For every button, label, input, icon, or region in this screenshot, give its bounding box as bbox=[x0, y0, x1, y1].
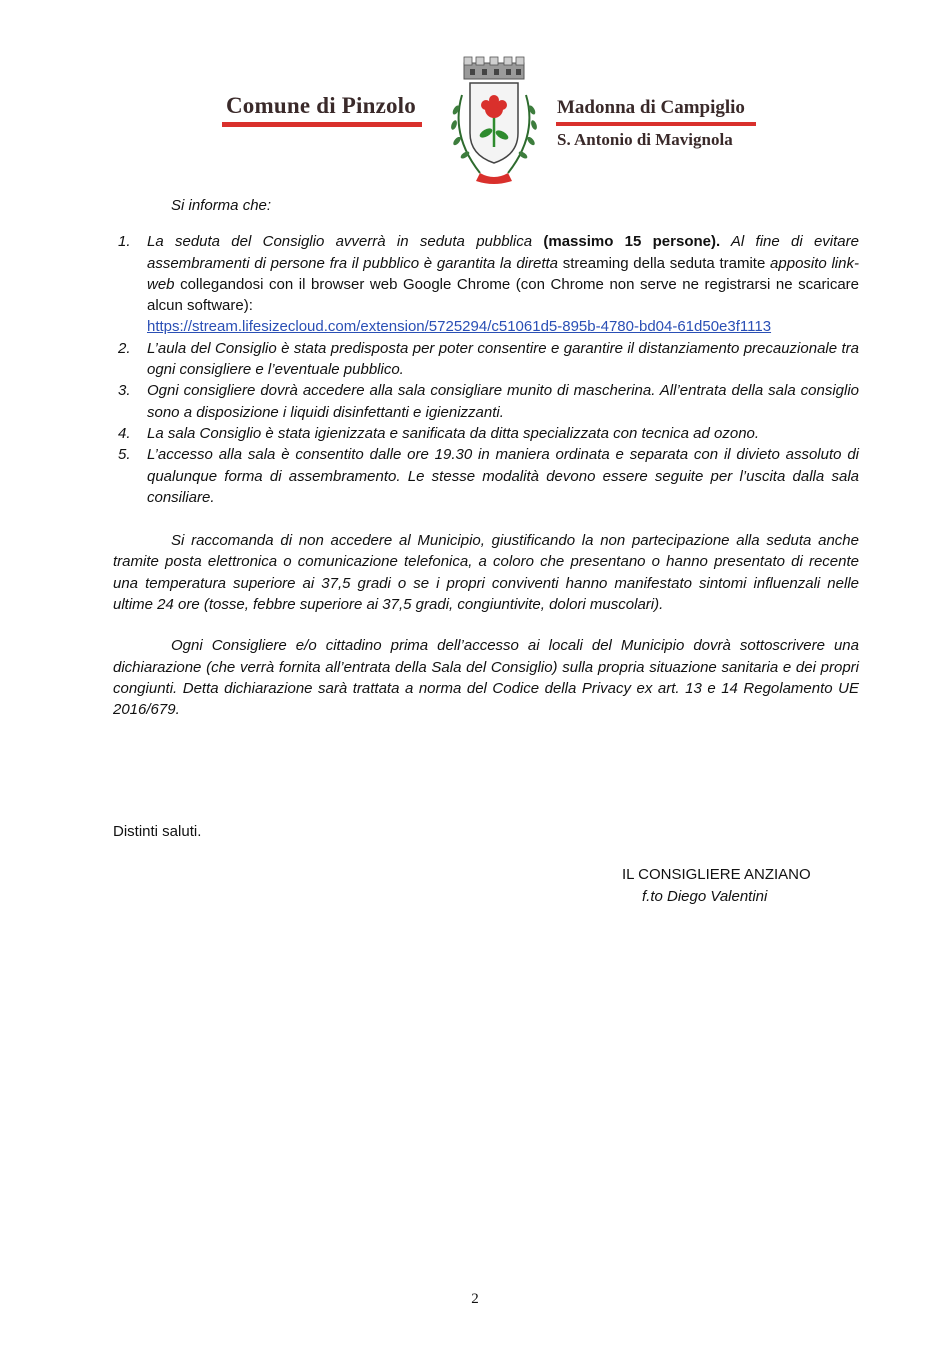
item-text: L’accesso alla sala è consentito dalle ore 19.30 in maniera ordinata e separata con il divieto assoluto di qualunque forma di assembramento. Le stesse modalità devono essere seguite per l’uscita dalla sala consiliare. bbox=[147, 446, 859, 506]
item-text: L’aula del Consiglio è stata predisposta per poter consentire e garantire il distanziamento precauzionale tra ogni consigliere e l’eventuale pubblico. bbox=[147, 339, 859, 379]
notice-list bbox=[113, 231, 859, 508]
declaration-paragraph: Ogni Consigliere e/o cittadino prima dell’accesso ai locali del Municipio dovrà sottoscrivere una dichiarazione (che verrà fornita all’entrata della Sala del Consiglio) sulla propria situazione sanitaria e dei propri congiunti. Detta dichiarazione sarà trattata a norma del Codice della Privacy ex art. 13 e 14 Regolamento UE 2016/679. bbox=[113, 637, 859, 719]
closing-salutation: Distinti saluti. bbox=[113, 823, 202, 840]
item-text: Al fine di evitare assembramenti di persone fra il pubblico è garantita la diretta bbox=[147, 233, 859, 272]
item-text: La sala Consiglio è stata igienizzata e sanificata da ditta specializzata con tecnica ad ozono. bbox=[147, 424, 760, 442]
item-number: 3. bbox=[118, 382, 131, 400]
signatory-title: IL CONSIGLIERE ANZIANO bbox=[622, 866, 811, 883]
letter-body bbox=[113, 195, 859, 721]
signatory-name: f.to Diego Valentini bbox=[642, 888, 768, 905]
item-bold-text: (massimo 15 persone). bbox=[543, 233, 721, 251]
list-item bbox=[113, 338, 859, 381]
item-text: streaming della seduta tramite bbox=[558, 254, 771, 272]
item-text: collegandosi con il browser web Google Chrome (con Chrome non serve ne registrarsi ne scaricare alcun software): bbox=[147, 275, 859, 315]
list-item bbox=[113, 380, 859, 423]
item-number: 5. bbox=[118, 446, 131, 464]
item-text: Ogni consigliere dovrà accedere alla sala consigliare munito di mascherina. All’entrata della sala consiglio sono a disposizione i liquidi disinfettanti e igienizzanti. bbox=[147, 382, 859, 421]
item-number: 4. bbox=[118, 424, 131, 442]
intro-line: Si informa che: bbox=[171, 197, 272, 214]
list-item bbox=[113, 423, 859, 444]
right-red-rule bbox=[556, 122, 756, 126]
letterhead bbox=[0, 55, 950, 185]
item-number: 2. bbox=[118, 339, 131, 357]
health-recommendation-paragraph: Si raccomanda di non accedere al Municipio, giustificando la non partecipazione alla seduta anche tramite posta elettronica o comunicazione telefonica, a coloro che presentano o hanno presentato di recente una temperatura superiore ai 37,5 gradi o se i propri conviventi hanno manifestato sintomi influenzali nelle ultime 24 ore (tosse, febbre superiore ai 37,5 gradi, congiuntivite, dolori muscolari). bbox=[113, 532, 859, 614]
stream-link[interactable]: https://stream.lifesizecloud.com/extension/5725294/c51061d5-895b-4780-bd04-61d50e3f1113 bbox=[147, 318, 772, 336]
item-number: 1. bbox=[118, 233, 131, 251]
locality-madonna-di-campiglio: Madonna di Campiglio bbox=[557, 97, 745, 118]
coat-of-arms-icon bbox=[440, 55, 548, 185]
municipality-title: Comune di Pinzolo bbox=[226, 93, 416, 118]
locality-s-antonio: S. Antonio di Mavignola bbox=[557, 130, 733, 149]
list-item bbox=[113, 444, 859, 508]
page-number: 2 bbox=[471, 1291, 479, 1307]
list-item bbox=[113, 231, 859, 337]
item-text: La seduta del Consiglio avverrà in seduta pubblica bbox=[147, 233, 544, 251]
item-text: apposito link-web bbox=[147, 254, 859, 293]
left-red-rule bbox=[222, 122, 422, 127]
